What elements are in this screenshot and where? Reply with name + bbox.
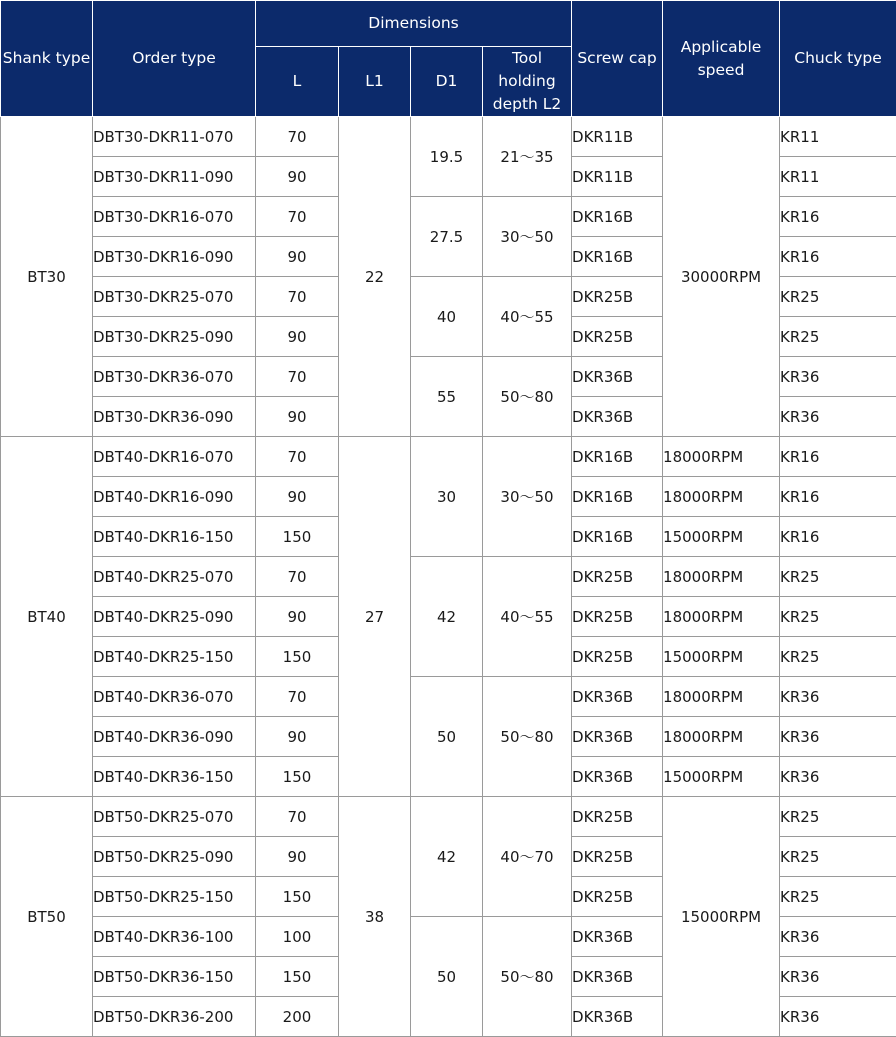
speed-cell: 18000RPM bbox=[663, 437, 780, 477]
speed-cell: 18000RPM bbox=[663, 597, 780, 637]
order-type-cell: DBT40-DKR16-150 bbox=[93, 517, 256, 557]
header-L: L bbox=[256, 47, 339, 117]
depth-cell: 50～80 bbox=[483, 917, 572, 1037]
screw-cap-cell: DKR16B bbox=[572, 477, 663, 517]
l1-cell: 22 bbox=[339, 117, 411, 437]
chuck-type-cell: KR16 bbox=[780, 517, 896, 557]
length-cell: 90 bbox=[256, 237, 339, 277]
depth-cell: 30～50 bbox=[483, 437, 572, 557]
d1-cell: 55 bbox=[411, 357, 483, 437]
speed-cell: 18000RPM bbox=[663, 717, 780, 757]
screw-cap-cell: DKR25B bbox=[572, 277, 663, 317]
order-type-cell: DBT40-DKR25-150 bbox=[93, 637, 256, 677]
length-cell: 200 bbox=[256, 997, 339, 1037]
length-cell: 70 bbox=[256, 797, 339, 837]
table-row bbox=[1, 557, 896, 597]
screw-cap-cell: DKR25B bbox=[572, 837, 663, 877]
length-cell: 150 bbox=[256, 517, 339, 557]
order-type-cell: DBT40-DKR36-150 bbox=[93, 757, 256, 797]
screw-cap-cell: DKR16B bbox=[572, 237, 663, 277]
chuck-type-cell: KR16 bbox=[780, 197, 896, 237]
chuck-type-cell: KR36 bbox=[780, 997, 896, 1037]
length-cell: 150 bbox=[256, 957, 339, 997]
screw-cap-cell: DKR25B bbox=[572, 597, 663, 637]
table-row bbox=[1, 797, 896, 837]
length-cell: 90 bbox=[256, 597, 339, 637]
order-type-cell: DBT50-DKR36-200 bbox=[93, 997, 256, 1037]
order-type-cell: DBT30-DKR11-070 bbox=[93, 117, 256, 157]
order-type-cell: DBT50-DKR25-070 bbox=[93, 797, 256, 837]
chuck-type-cell: KR36 bbox=[780, 757, 896, 797]
table-row bbox=[1, 437, 896, 477]
length-cell: 90 bbox=[256, 717, 339, 757]
length-cell: 70 bbox=[256, 437, 339, 477]
table-row bbox=[1, 677, 896, 717]
order-type-cell: DBT30-DKR11-090 bbox=[93, 157, 256, 197]
order-type-cell: DBT30-DKR36-070 bbox=[93, 357, 256, 397]
speed-cell: 15000RPM bbox=[663, 637, 780, 677]
speed-cell: 18000RPM bbox=[663, 557, 780, 597]
chuck-type-cell: KR11 bbox=[780, 157, 896, 197]
shank-type-cell: BT40 bbox=[1, 437, 93, 797]
chuck-type-cell: KR25 bbox=[780, 837, 896, 877]
header-tool-holding-depth: Tool holding depth L2 bbox=[483, 47, 572, 117]
order-type-cell: DBT40-DKR16-070 bbox=[93, 437, 256, 477]
depth-cell: 21～35 bbox=[483, 117, 572, 197]
order-type-cell: DBT50-DKR36-150 bbox=[93, 957, 256, 997]
screw-cap-cell: DKR16B bbox=[572, 437, 663, 477]
screw-cap-cell: DKR25B bbox=[572, 637, 663, 677]
order-type-cell: DBT40-DKR36-070 bbox=[93, 677, 256, 717]
screw-cap-cell: DKR25B bbox=[572, 557, 663, 597]
d1-cell: 27.5 bbox=[411, 197, 483, 277]
screw-cap-cell: DKR16B bbox=[572, 197, 663, 237]
chuck-type-cell: KR36 bbox=[780, 957, 896, 997]
d1-cell: 30 bbox=[411, 437, 483, 557]
length-cell: 70 bbox=[256, 277, 339, 317]
chuck-type-cell: KR36 bbox=[780, 717, 896, 757]
length-cell: 100 bbox=[256, 917, 339, 957]
chuck-type-cell: KR25 bbox=[780, 597, 896, 637]
screw-cap-cell: DKR25B bbox=[572, 877, 663, 917]
screw-cap-cell: DKR25B bbox=[572, 797, 663, 837]
depth-cell: 50～80 bbox=[483, 357, 572, 437]
length-cell: 150 bbox=[256, 877, 339, 917]
chuck-type-cell: KR25 bbox=[780, 797, 896, 837]
length-cell: 90 bbox=[256, 397, 339, 437]
screw-cap-cell: DKR11B bbox=[572, 157, 663, 197]
chuck-type-cell: KR11 bbox=[780, 117, 896, 157]
screw-cap-cell: DKR36B bbox=[572, 397, 663, 437]
depth-cell: 50～80 bbox=[483, 677, 572, 797]
chuck-type-cell: KR36 bbox=[780, 677, 896, 717]
table-body bbox=[1, 117, 896, 1037]
length-cell: 70 bbox=[256, 677, 339, 717]
d1-cell: 40 bbox=[411, 277, 483, 357]
d1-cell: 42 bbox=[411, 797, 483, 917]
chuck-type-cell: KR25 bbox=[780, 877, 896, 917]
screw-cap-cell: DKR36B bbox=[572, 917, 663, 957]
screw-cap-cell: DKR25B bbox=[572, 317, 663, 357]
screw-cap-cell: DKR36B bbox=[572, 957, 663, 997]
order-type-cell: DBT30-DKR25-070 bbox=[93, 277, 256, 317]
chuck-type-cell: KR25 bbox=[780, 277, 896, 317]
chuck-type-cell: KR25 bbox=[780, 557, 896, 597]
chuck-type-cell: KR25 bbox=[780, 637, 896, 677]
screw-cap-cell: DKR36B bbox=[572, 677, 663, 717]
table-row bbox=[1, 117, 896, 157]
length-cell: 70 bbox=[256, 557, 339, 597]
d1-cell: 19.5 bbox=[411, 117, 483, 197]
order-type-cell: DBT40-DKR36-090 bbox=[93, 717, 256, 757]
screw-cap-cell: DKR16B bbox=[572, 517, 663, 557]
speed-cell: 18000RPM bbox=[663, 477, 780, 517]
length-cell: 90 bbox=[256, 317, 339, 357]
screw-cap-cell: DKR36B bbox=[572, 757, 663, 797]
d1-cell: 42 bbox=[411, 557, 483, 677]
chuck-type-cell: KR16 bbox=[780, 237, 896, 277]
order-type-cell: DBT50-DKR25-090 bbox=[93, 837, 256, 877]
header-order-type: Order type bbox=[93, 1, 256, 117]
length-cell: 70 bbox=[256, 117, 339, 157]
depth-cell: 40～70 bbox=[483, 797, 572, 917]
length-cell: 150 bbox=[256, 637, 339, 677]
shank-type-cell: BT30 bbox=[1, 117, 93, 437]
order-type-cell: DBT30-DKR16-090 bbox=[93, 237, 256, 277]
length-cell: 70 bbox=[256, 357, 339, 397]
length-cell: 70 bbox=[256, 197, 339, 237]
header-screw-cap: Screw cap bbox=[572, 1, 663, 117]
length-cell: 90 bbox=[256, 837, 339, 877]
length-cell: 90 bbox=[256, 157, 339, 197]
speed-cell: 18000RPM bbox=[663, 677, 780, 717]
order-type-cell: DBT30-DKR36-090 bbox=[93, 397, 256, 437]
speed-cell: 15000RPM bbox=[663, 797, 780, 1037]
header-dimensions: Dimensions bbox=[256, 1, 572, 47]
header-D1: D1 bbox=[411, 47, 483, 117]
screw-cap-cell: DKR36B bbox=[572, 717, 663, 757]
order-type-cell: DBT50-DKR25-150 bbox=[93, 877, 256, 917]
order-type-cell: DBT40-DKR25-090 bbox=[93, 597, 256, 637]
depth-cell: 30～50 bbox=[483, 197, 572, 277]
chuck-type-cell: KR36 bbox=[780, 917, 896, 957]
screw-cap-cell: DKR11B bbox=[572, 117, 663, 157]
l1-cell: 38 bbox=[339, 797, 411, 1037]
speed-cell: 15000RPM bbox=[663, 517, 780, 557]
d1-cell: 50 bbox=[411, 917, 483, 1037]
header-chuck-type: Chuck type bbox=[780, 1, 896, 117]
chuck-type-cell: KR25 bbox=[780, 317, 896, 357]
screw-cap-cell: DKR36B bbox=[572, 357, 663, 397]
order-type-cell: DBT40-DKR25-070 bbox=[93, 557, 256, 597]
chuck-type-cell: KR16 bbox=[780, 437, 896, 477]
screw-cap-cell: DKR36B bbox=[572, 997, 663, 1037]
order-type-cell: DBT30-DKR25-090 bbox=[93, 317, 256, 357]
order-type-cell: DBT30-DKR16-070 bbox=[93, 197, 256, 237]
chuck-type-cell: KR36 bbox=[780, 397, 896, 437]
header-applicable-speed: Applicable speed bbox=[663, 1, 780, 117]
header-shank-type: Shank type bbox=[1, 1, 93, 117]
header-L1: L1 bbox=[339, 47, 411, 117]
chuck-type-cell: KR16 bbox=[780, 477, 896, 517]
shank-type-cell: BT50 bbox=[1, 797, 93, 1037]
length-cell: 150 bbox=[256, 757, 339, 797]
order-type-cell: DBT40-DKR36-100 bbox=[93, 917, 256, 957]
speed-cell: 15000RPM bbox=[663, 757, 780, 797]
order-type-cell: DBT40-DKR16-090 bbox=[93, 477, 256, 517]
chuck-type-cell: KR36 bbox=[780, 357, 896, 397]
depth-cell: 40～55 bbox=[483, 557, 572, 677]
d1-cell: 50 bbox=[411, 677, 483, 797]
speed-cell: 30000RPM bbox=[663, 117, 780, 437]
length-cell: 90 bbox=[256, 477, 339, 517]
depth-cell: 40～55 bbox=[483, 277, 572, 357]
l1-cell: 27 bbox=[339, 437, 411, 797]
